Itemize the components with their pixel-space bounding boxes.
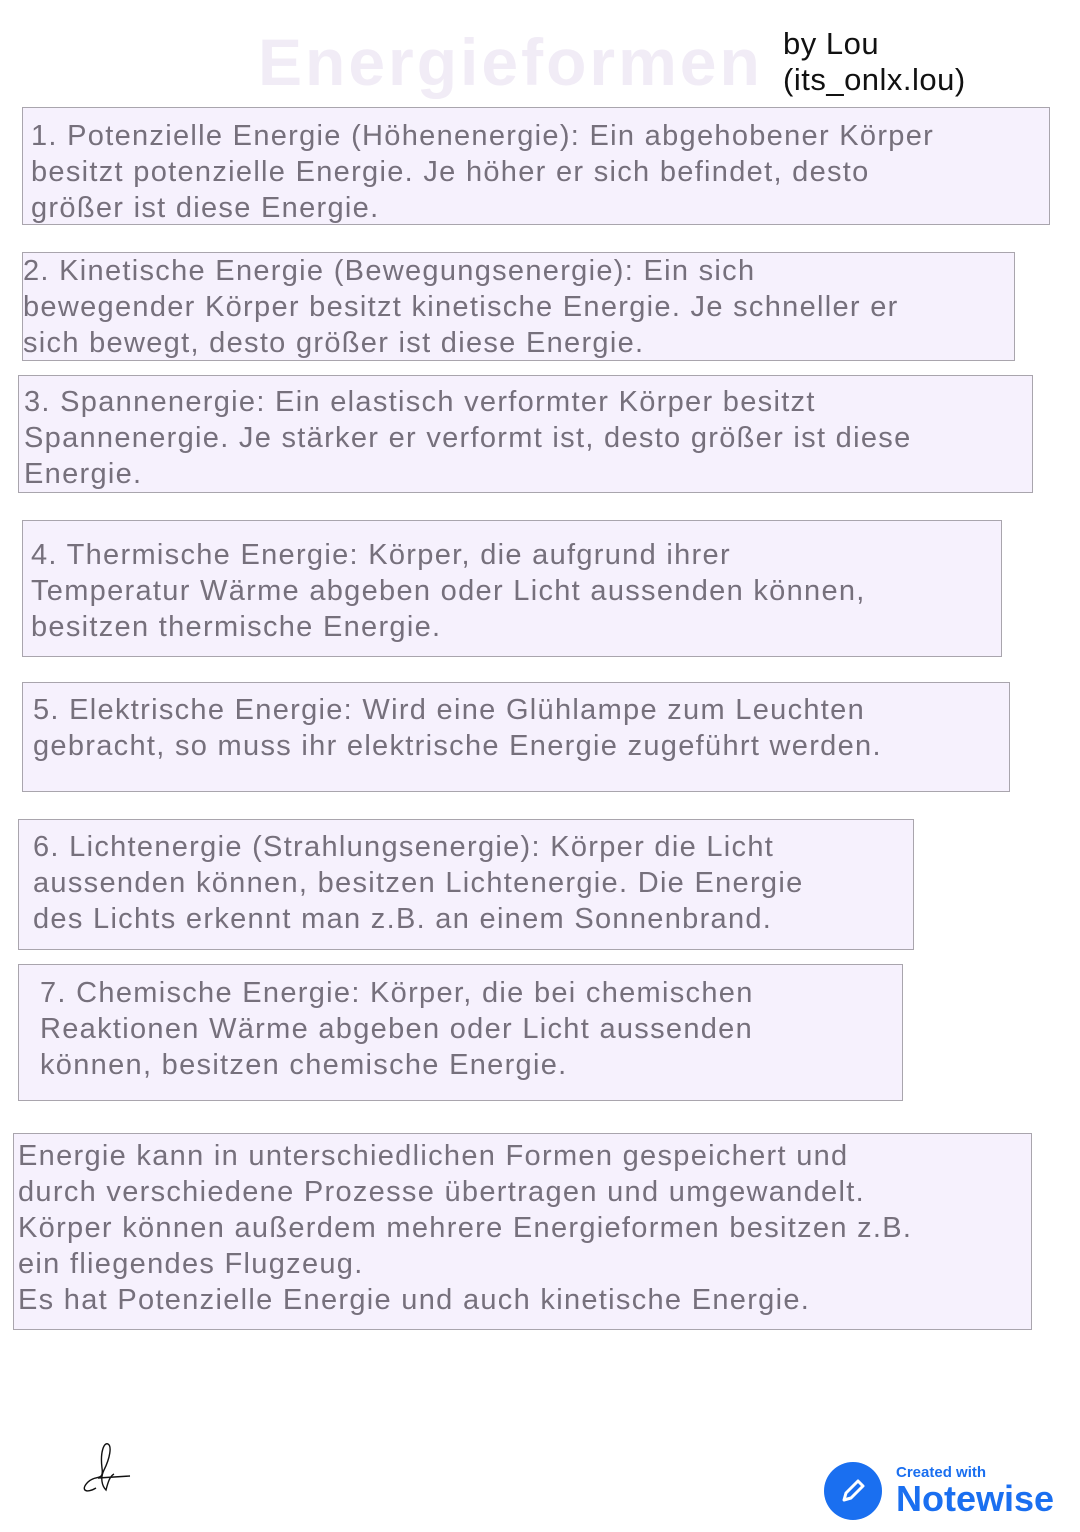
note-box-light-energy: 6. Lichtenergie (Strahlungsenergie): Körper die Licht aussenden können, besitzen Lichtenergie. Die Energie des Lichts erkennt man z.B. an einem Sonnenbrand. xyxy=(18,819,914,950)
author-name: by Lou xyxy=(783,26,880,61)
author-handle: (its_onlx.lou) xyxy=(783,62,966,97)
note-box-thermal-energy: 4. Thermische Energie: Körper, die aufgrund ihrer Temperatur Wärme abgeben oder Licht aussenden können, besitzen thermische Energie. xyxy=(22,520,1002,657)
note-box-chemical-energy: 7. Chemische Energie: Körper, die bei chemischen Reaktionen Wärme abgeben oder Licht aussenden können, besitzen chemische Energie. xyxy=(18,964,903,1101)
note-box-kinetic-energy: 2. Kinetische Energie (Bewegungsenergie): Ein sich bewegender Körper besitzt kinetische Energie. Je schneller er sich bewegt, desto größer ist diese Energie. xyxy=(22,252,1015,361)
signature xyxy=(78,1438,138,1498)
page-title: Energieformen xyxy=(258,25,763,99)
notewise-badge xyxy=(824,1462,1054,1520)
note-box-spring-energy: 3. Spannenergie: Ein elastisch verformter Körper besitzt Spannenergie. Je stärker er verformt ist, desto größer ist diese Energie. xyxy=(18,375,1033,493)
note-box-summary: Energie kann in unterschiedlichen Formen gespeichert und durch verschiedene Prozesse übertragen und umgewandelt. Körper können außerdem mehrere Energieformen besitzen z.B. ein fliegendes Flugzeug. Es hat Potenzielle Energie und auch kinetische Energie. xyxy=(13,1133,1032,1330)
note-box-potential-energy: 1. Potenzielle Energie (Höhenenergie): Ein abgehobener Körper besitzt potenzielle Energie. Je höher er sich befindet, desto größer ist diese Energie. xyxy=(22,107,1050,225)
pencil-icon xyxy=(824,1462,882,1520)
note-box-electric-energy: 5. Elektrische Energie: Wird eine Glühlampe zum Leuchten gebracht, so muss ihr elektrische Energie zugeführt werden. xyxy=(22,682,1010,792)
badge-caption: Created with xyxy=(896,1464,987,1481)
author xyxy=(783,26,966,98)
badge-brand: Notewise xyxy=(896,1478,1055,1519)
